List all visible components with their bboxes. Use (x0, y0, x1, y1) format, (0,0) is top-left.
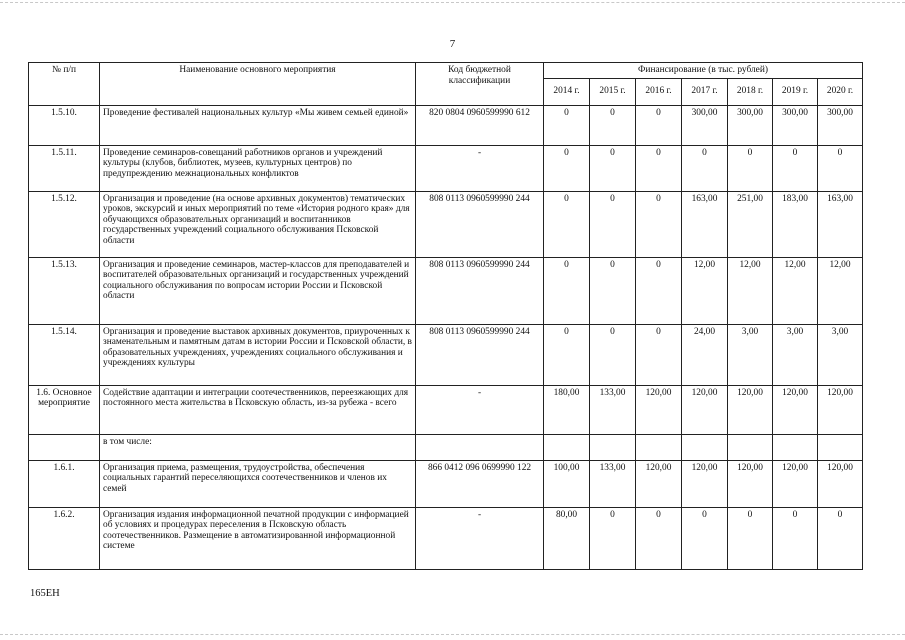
scan-edge-top (0, 2, 905, 4)
row-budget-code: 808 0113 0960599990 244 (416, 191, 544, 257)
row-financing-value: 120,00 (728, 460, 773, 507)
row-financing-value: 0 (636, 145, 682, 191)
row-financing-value: 0 (590, 507, 636, 569)
row-budget-code: - (416, 145, 544, 191)
table-row (29, 324, 863, 385)
row-financing-value: 0 (544, 257, 590, 324)
row-financing-value (773, 434, 818, 460)
table-row (29, 460, 863, 507)
table-row (29, 385, 863, 434)
row-financing-value: 300,00 (818, 105, 863, 145)
row-financing-value: 300,00 (773, 105, 818, 145)
header-name: Наименование основного мероприятия (100, 63, 416, 106)
row-financing-value: 163,00 (682, 191, 728, 257)
row-financing-value: 180,00 (544, 385, 590, 434)
row-financing-value: 80,00 (544, 507, 590, 569)
row-financing-value: 100,00 (544, 460, 590, 507)
row-activity-name: Проведение фестивалей национальных культур «Мы живем семьей единой» (100, 105, 416, 145)
header-financing: Финансирование (в тыс. рублей) (544, 63, 863, 79)
header-year: 2014 г. (544, 78, 590, 105)
row-financing-value (818, 434, 863, 460)
header-year: 2020 г. (818, 78, 863, 105)
row-financing-value: 0 (544, 145, 590, 191)
row-financing-value: 0 (773, 145, 818, 191)
row-financing-value (544, 434, 590, 460)
row-financing-value: 0 (682, 145, 728, 191)
header-year: 2015 г. (590, 78, 636, 105)
row-activity-name: Содействие адаптации и интеграции соотечественников, переезжающих для постоянного места жительства в Псковскую область, из-за рубежа - всего (100, 385, 416, 434)
table-row (29, 105, 863, 145)
row-financing-value: 120,00 (682, 385, 728, 434)
header-year: 2019 г. (773, 78, 818, 105)
row-financing-value: 120,00 (728, 385, 773, 434)
row-financing-value (682, 434, 728, 460)
table-row (29, 257, 863, 324)
row-number: 1.5.10. (29, 105, 100, 145)
row-financing-value: 0 (728, 145, 773, 191)
row-budget-code: - (416, 385, 544, 434)
row-financing-value: 133,00 (590, 460, 636, 507)
row-activity-name: Организация и проведение семинаров, мастер-классов для преподавателей и воспитателей образовательных организаций и государственных учреждений социального обслуживания по вопросам истории России и Псковской области (100, 257, 416, 324)
row-financing-value: 300,00 (682, 105, 728, 145)
row-financing-value: 120,00 (818, 385, 863, 434)
row-budget-code: 866 0412 096 0699990 122 (416, 460, 544, 507)
row-financing-value: 183,00 (773, 191, 818, 257)
row-financing-value: 0 (636, 324, 682, 385)
row-number: 1.5.12. (29, 191, 100, 257)
row-financing-value: 3,00 (773, 324, 818, 385)
row-number: 1.6.2. (29, 507, 100, 569)
row-financing-value: 12,00 (818, 257, 863, 324)
row-activity-name: Организация приема, размещения, трудоустройства, обеспечения социальных гарантий переселяющихся соотечественников и членов их семей (100, 460, 416, 507)
row-financing-value: 0 (590, 324, 636, 385)
row-financing-value: 120,00 (773, 385, 818, 434)
row-financing-value: 120,00 (636, 460, 682, 507)
row-financing-value: 133,00 (590, 385, 636, 434)
row-number: 1.5.14. (29, 324, 100, 385)
row-financing-value: 120,00 (636, 385, 682, 434)
row-activity-name: Организация и проведение (на основе архивных документов) тематических уроков, экскурсий и иных мероприятий по теме «История родного края» для обучающихся образовательных организаций и воспитанников государственных учреждений социального обслуживания Псковской области (100, 191, 416, 257)
row-financing-value (636, 434, 682, 460)
header-num: № п/п (29, 63, 100, 106)
scan-edge-bottom (0, 634, 905, 636)
row-number: 1.6.1. (29, 460, 100, 507)
row-financing-value: 0 (773, 507, 818, 569)
row-activity-name: Организация и проведение выставок архивных документов, приуроченных к знаменательным и памятным датам в истории России и Псковской области, в образовательных учреждениях, учреждениях социального обслуживания и учреждениях культуры (100, 324, 416, 385)
row-financing-value: 120,00 (773, 460, 818, 507)
row-financing-value: 163,00 (818, 191, 863, 257)
header-year: 2017 г. (682, 78, 728, 105)
table-body (29, 105, 863, 569)
row-financing-value (728, 434, 773, 460)
row-financing-value: 120,00 (682, 460, 728, 507)
row-financing-value: 0 (590, 145, 636, 191)
row-budget-code (416, 434, 544, 460)
row-number: 1.5.11. (29, 145, 100, 191)
row-financing-value: 0 (590, 191, 636, 257)
row-financing-value: 0 (636, 507, 682, 569)
row-financing-value: 0 (544, 324, 590, 385)
row-financing-value: 120,00 (818, 460, 863, 507)
header-year: 2016 г. (636, 78, 682, 105)
row-financing-value: 0 (544, 105, 590, 145)
row-activity-name: Организация издания информационной печатной продукции с информацией об условиях и процедурах переселения в Псковскую область соотечественников. Размещение в автоматизированной информационной системе (100, 507, 416, 569)
table-row (29, 191, 863, 257)
row-financing-value: 12,00 (773, 257, 818, 324)
row-financing-value: 3,00 (728, 324, 773, 385)
table-row (29, 145, 863, 191)
row-activity-name: Проведение семинаров-совещаний работников органов и учреждений культуры (клубов, библиотек, музеев, культурных центров) по предупреждению межнациональных конфликтов (100, 145, 416, 191)
row-financing-value: 0 (590, 257, 636, 324)
row-number: 1.5.13. (29, 257, 100, 324)
row-financing-value: 0 (728, 507, 773, 569)
row-financing-value: 0 (636, 105, 682, 145)
row-financing-value: 251,00 (728, 191, 773, 257)
row-financing-value: 3,00 (818, 324, 863, 385)
row-financing-value: 0 (636, 191, 682, 257)
table-row (29, 434, 863, 460)
row-budget-code: - (416, 507, 544, 569)
row-financing-value: 24,00 (682, 324, 728, 385)
row-number: 1.6. Основное мероприятие (29, 385, 100, 434)
row-financing-value: 300,00 (728, 105, 773, 145)
page-number: 7 (449, 38, 456, 50)
row-financing-value: 0 (590, 105, 636, 145)
row-financing-value (590, 434, 636, 460)
row-financing-value: 0 (636, 257, 682, 324)
row-financing-value: 0 (544, 191, 590, 257)
table-row (29, 507, 863, 569)
financing-table (28, 62, 863, 570)
row-financing-value: 0 (682, 507, 728, 569)
row-budget-code: 808 0113 0960599990 244 (416, 324, 544, 385)
row-budget-code: 820 0804 0960599990 612 (416, 105, 544, 145)
row-financing-value: 0 (818, 145, 863, 191)
row-financing-value: 12,00 (682, 257, 728, 324)
header-year: 2018 г. (728, 78, 773, 105)
row-activity-name: в том числе: (100, 434, 416, 460)
row-financing-value: 12,00 (728, 257, 773, 324)
row-number (29, 434, 100, 460)
row-financing-value: 0 (818, 507, 863, 569)
header-code: Код бюджетной классификации (416, 63, 544, 106)
row-budget-code: 808 0113 0960599990 244 (416, 257, 544, 324)
footer-code: 165ЕН (30, 588, 60, 599)
